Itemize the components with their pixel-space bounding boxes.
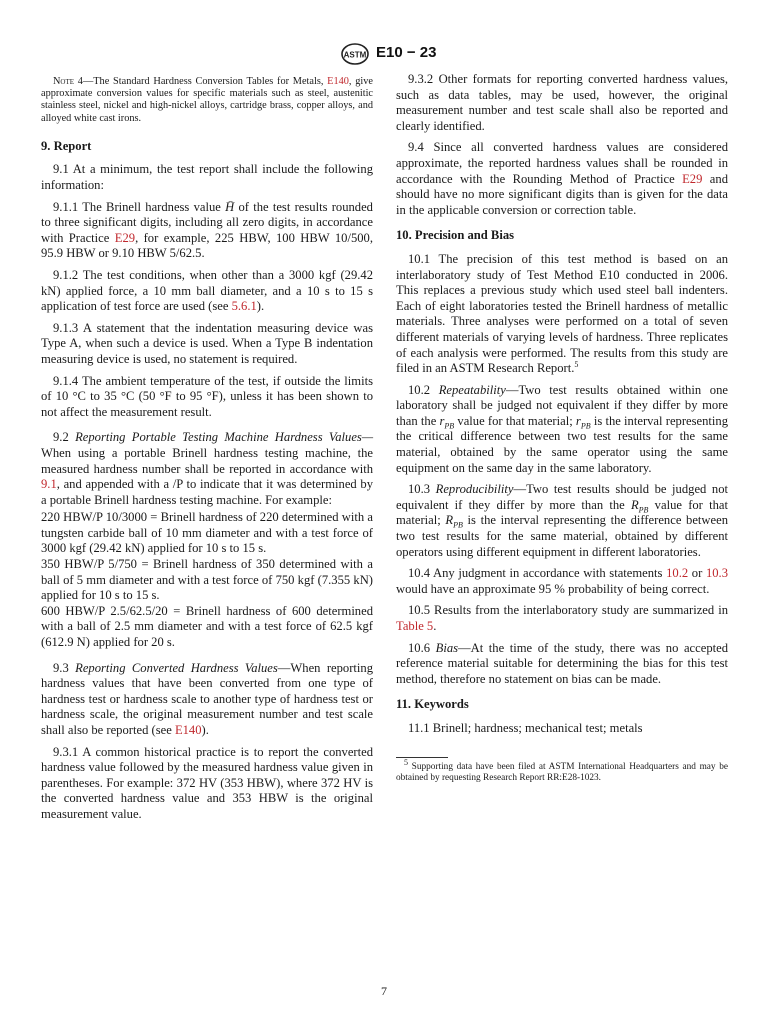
- para-11-1: 11.1 Brinell; hardness; mechanical test; metals: [408, 720, 643, 735]
- section-10-heading: 10. Precision and Bias: [396, 228, 515, 243]
- para-9-2: 9.2 Reporting Portable Testing Machine Hardness Values—When using a portable Brinell hardness testing machine, the measured hardness number shall be reported in accordance with 9.1, and appended with a /P to indicate that it was determined by a portable Brinell hardness testing machine. For example:: [41, 430, 374, 507]
- para-10-5: 10.5 Results from the interlaboratory study are summarized in Table 5.: [396, 603, 728, 633]
- para-10-4: 10.4 Any judgment in accordance with statements 10.2 or 10.3 would have an approximate 95 % probability of being correct.: [396, 566, 728, 596]
- note-4: Note 4—The Standard Hardness Conversion Tables for Metals, E140, give approximate conversion values for specific materials such as steel, austenitic stainless steel, nickel and high-nickel alloys, cartridge brass, copper alloys, and alloyed white cast irons.: [41, 76, 373, 124]
- para-9-3: 9.3 Reporting Converted Hardness Values—When reporting hardness values that have been converted from one type of hardness test or hardness scale to another type of hardness test or hardness scale, the original measurement number and test scale shall also be reported (see E140).: [41, 660, 374, 737]
- footnote-marker-5: 5: [574, 359, 579, 369]
- ref-10-2-link[interactable]: 10.2: [666, 566, 689, 581]
- para-9-1-2: 9.1.2 The test conditions, when other than a 3000 kgf (29.42 kN) applied force, a 10 mm ball diameter, and a 10 s to 15 s application of test force are used (see 5.6.1).: [41, 267, 373, 314]
- para-9-1-1: 9.1.1 The Brinell hardness value H̄ of the test results rounded to three significant digits, including all zero digits, in accordance with Practice E29, for example, 225 HBW, 100 HBW 10/500, 95.9 HBW or 9.10 HBW 5/62.5.: [41, 199, 373, 261]
- page-number: 7: [381, 984, 387, 998]
- para-9-3-2: 9.3.2 Other formats for reporting converted hardness values, such as data tables, may be used, however, the original measurement number and test scale shall also be reported and clearly identified.: [396, 72, 728, 133]
- ref-e29-link-2[interactable]: E29: [682, 171, 703, 186]
- astm-logo-icon: [340, 43, 370, 65]
- left-column: [41, 72, 373, 829]
- example-1: 220 HBW/P 10/3000 = Brinell hardness of 220 determined with a tungsten carbide ball of 10 mm diameter and with a test force of 3000 kgf (29.42 kN) applied for 10 s to 15 s.: [41, 510, 373, 556]
- ref-5-6-1-link[interactable]: 5.6.1: [231, 299, 257, 314]
- para-10-6: 10.6 Bias—At the time of the study, there was no accepted reference material suitable for determining the bias for this test method, therefore no statement on bias can be made.: [396, 640, 729, 686]
- para-9-1-3: 9.1.3 A statement that the indentation measuring device was Type A, when such a device is used. When a Type B indentation measuring device is used, no statement is required.: [41, 320, 373, 366]
- para-9-1-4: 9.1.4 The ambient temperature of the test, if outside the limits of 10 °C to 35 °C (50 °F to 95 °F), unless it has been shown to not affect the measurement result.: [41, 373, 373, 419]
- para-9-4: 9.4 Since all converted hardness values are considered approximate, the reported hardness values shall be rounded in accordance with the Rounding Method of Practice E29 and should have no more significant digits than is given for the data in the applicable conversion or correction table.: [396, 140, 728, 217]
- example-2: 350 HBW/P 5/750 = Brinell hardness of 350 determined with a ball of 5 mm diameter and with a test force of 750 kgf (7.355 kN) applied for 10 s to 15 s.: [41, 557, 373, 603]
- section-9-heading: 9. Report: [41, 138, 92, 153]
- right-column: [396, 72, 728, 784]
- para-10-3: 10.3 Reproducibility—Two test results should be judged not equivalent if they differ by more than the $R_{PB}$ value for that material; $R_{PB}$ is the interval representing the difference between two test results for the same material, obtained by different operators using different equipment in different laboratories.: [396, 482, 729, 559]
- svg-text:ASTM: ASTM: [343, 50, 367, 60]
- para-9-1: 9.1 At a minimum, the test report shall include the following information:: [41, 162, 373, 192]
- para-10-1: 10.1 The precision of this test method is based on an interlaboratory study of Test Method E10 conducted in 2006. This replaces a previous study which used steel ball indenters. Each of eight laboratories tested the Brinell hardness of metallic materials. Three analyses were performed on a total of seven different materials of varying levels of hardness. Three replicates of each analysis were performed. The results from this study are filed in an ASTM Research Report.$^5$: [396, 251, 728, 376]
- para-9-3-1: 9.3.1 A common historical practice is to report the converted hardness value followed by the measured hardness value given in parentheses. For example: 372 HV (353 HBW), where 372 HV is the converted hardness value and 353 HBW is the original measurement value.: [41, 744, 373, 821]
- footnote-5: $^5$ Supporting data have been filed at ASTM International Headquarters and may be obtained by requesting Research Report RR:E28-1023.: [396, 757, 728, 783]
- ref-10-3-link[interactable]: 10.3: [705, 566, 728, 581]
- ref-e140-link[interactable]: E140: [327, 76, 349, 87]
- section-11-heading: 11. Keywords: [396, 697, 469, 712]
- para-10-2: 10.2 Repeatability—Two test results obtained within one laboratory shall be judged not equivalent if they differ by more than the $r_{PB}$ value for that material; $r_{PB}$ is the interval representing the critical difference between two test results for the same material, obtained by the same operator using the same equipment on the same day in the same laboratory.: [396, 382, 728, 475]
- ref-e29-link[interactable]: E29: [114, 230, 136, 245]
- document-designation: E10 − 23: [376, 44, 437, 61]
- ref-9-1-link[interactable]: 9.1: [41, 477, 57, 492]
- ref-table-5-link[interactable]: Table 5: [396, 619, 434, 633]
- example-3: 600 HBW/P 2.5/62.5/20 = Brinell hardness of 600 determined with a ball of 2.5 mm diameter and with a test force of 62.5 kgf (612.9 N) applied for 20 s.: [41, 603, 373, 650]
- ref-e140-link-2[interactable]: E140: [174, 723, 202, 737]
